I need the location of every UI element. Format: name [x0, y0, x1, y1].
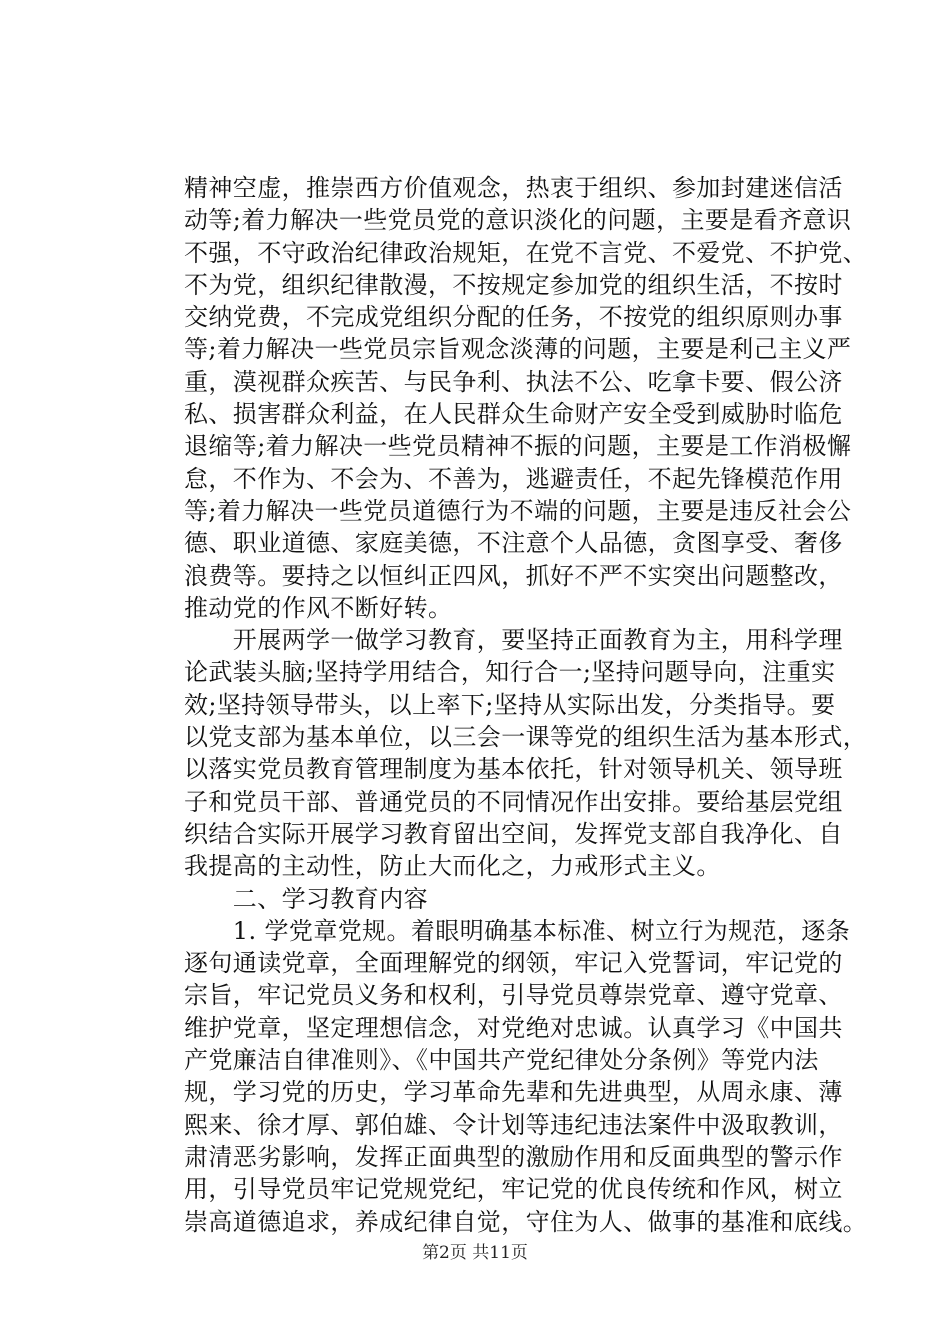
- text-line: 怠，不作为、不会为、不善为，逃避责任，不起先锋模范作用: [184, 464, 843, 493]
- text-line: 以党支部为基本单位，以三会一课等党的组织生活为基本形式，: [184, 723, 868, 752]
- text-line: 不为党，组织纪律散漫，不按规定参加党的组织生活，不按时: [184, 270, 843, 299]
- text-line: 子和党员干部、普通党员的不同情况作出安排。要给基层党组: [184, 787, 843, 816]
- paragraph-start-line: 开展两学一做学习教育，要坚持正面教育为主，用科学理: [184, 626, 843, 655]
- text-line: 肃清恶劣影响，发挥正面典型的激励作用和反面典型的警示作: [184, 1142, 843, 1171]
- text-line: 规，学习党的历史，学习革命先辈和先进典型，从周永康、薄: [184, 1078, 843, 1107]
- text-line: 织结合实际开展学习教育留出空间，发挥党支部自我净化、自: [184, 819, 843, 848]
- text-line: 推动党的作风不断好转。: [184, 593, 453, 622]
- text-line: 重，漠视群众疾苦、与民争利、执法不公、吃拿卡要、假公济: [184, 367, 843, 396]
- text-line: 以落实党员教育管理制度为基本依托，针对领导机关、领导班: [184, 755, 843, 784]
- text-line: 用，引导党员牢记党规党纪，牢记党的优良传统和作风，树立: [184, 1175, 843, 1204]
- text-line: 浪费等。要持之以恒纠正四风，抓好不严不实突出问题整改，: [184, 561, 843, 590]
- text-line: 产党廉洁自律准则》、《中国共产党纪律处分条例》等党内法: [184, 1046, 819, 1075]
- page-number-footer: 第2页 共11页: [422, 1243, 528, 1263]
- text-line: 不强，不守政治纪律政治规矩，在党不言党、不爱党、不护党、: [184, 238, 868, 267]
- text-line: 论武装头脑;坚持学用结合，知行合一;坚持问题导向，注重实: [184, 658, 836, 687]
- text-line: 崇高道德追求，养成纪律自觉，守住为人、做事的基准和底线。: [184, 1207, 868, 1236]
- text-line: 等;着力解决一些党员道德行为不端的问题，主要是违反社会公: [184, 496, 852, 525]
- section-heading: 二、学习教育内容: [184, 884, 428, 913]
- text-line: 德、职业道德、家庭美德，不注意个人品德，贪图享受、奢侈: [184, 529, 843, 558]
- text-line: 精神空虚，推崇西方价值观念，热衷于组织、参加封建迷信活: [184, 174, 843, 202]
- text-line: 维护党章，坚定理想信念，对党绝对忠诚。认真学习《中国共: [184, 1013, 843, 1042]
- text-line: 退缩等;着力解决一些党员精神不振的问题，主要是工作消极懈: [184, 432, 852, 461]
- text-line: 宗旨，牢记党员义务和权利，引导党员尊崇党章、遵守党章、: [184, 981, 843, 1010]
- paragraph-start-line: 1. 学党章党规。着眼明确基本标准、树立行为规范，逐条: [184, 916, 851, 945]
- body-text: [184, 172, 868, 1238]
- text-line: 动等;着力解决一些党员党的意识淡化的问题，主要是看齐意识: [184, 206, 852, 235]
- text-line: 我提高的主动性，防止大而化之，力戒形式主义。: [184, 852, 721, 881]
- text-line: 熙来、徐才厚、郭伯雄、令计划等违纪违法案件中汲取教训，: [184, 1110, 843, 1139]
- text-line: 等;着力解决一些党员宗旨观念淡薄的问题，主要是利己主义严: [184, 335, 852, 364]
- text-line: 交纳党费，不完成党组织分配的任务，不按党的组织原则办事: [184, 303, 843, 332]
- text-line: 效;坚持领导带头，以上率下;坚持从实际出发，分类指导。要: [184, 690, 836, 719]
- text-line: 逐句通读党章，全面理解党的纲领，牢记入党誓词，牢记党的: [184, 949, 843, 978]
- text-line: 私、损害群众利益，在人民群众生命财产安全受到威胁时临危: [184, 400, 843, 429]
